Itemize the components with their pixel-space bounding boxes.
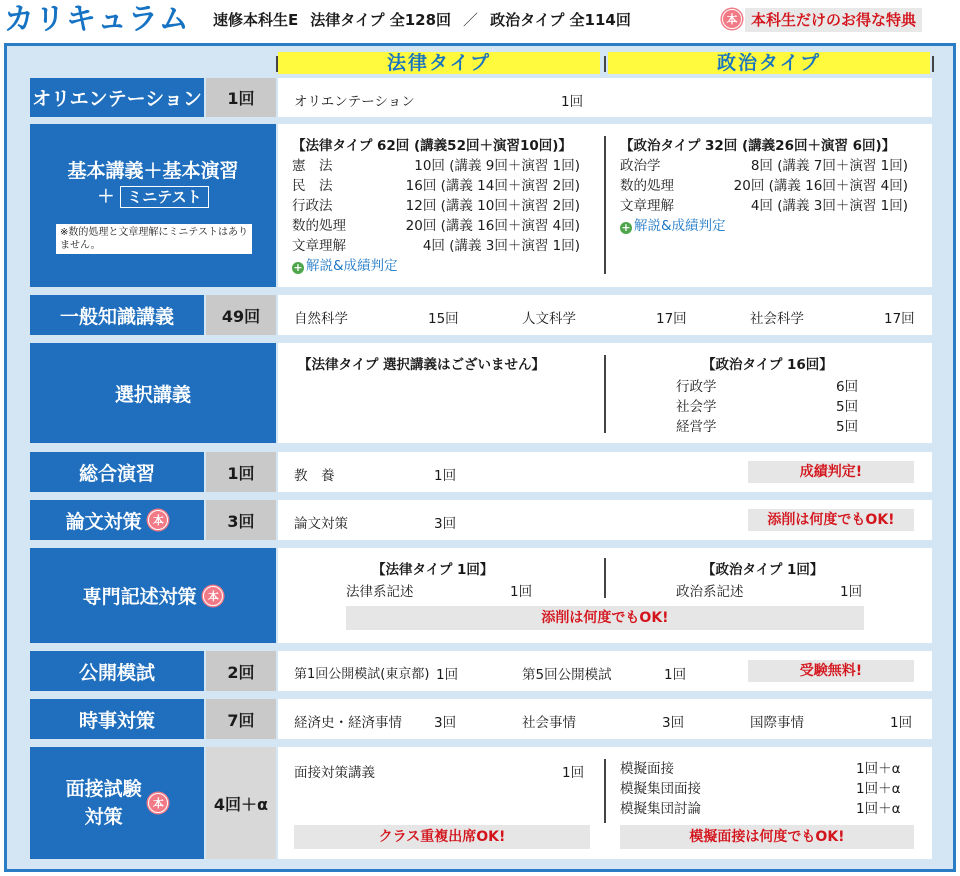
item-name: 法律系記述	[346, 584, 414, 600]
label-text: 論文対策	[65, 510, 142, 533]
item-count: 6回	[836, 379, 859, 395]
row-body	[278, 548, 932, 643]
item-name: 模擬集団討論	[620, 801, 701, 817]
column-law-type: 法律タイプ	[278, 52, 600, 74]
plus-circle-icon: +	[293, 261, 303, 274]
item-name: 第1回公開模試(東京都)	[294, 667, 430, 682]
item-name: 第5回公開模試	[522, 667, 612, 683]
item-name: 社会科学	[750, 311, 804, 327]
footer-text: 解説&成績判定	[306, 258, 398, 274]
row-count: 1回	[206, 78, 276, 117]
item-name: 模擬集団面接	[620, 781, 701, 797]
law-footer	[292, 256, 580, 276]
list-item	[620, 779, 901, 799]
course-summary	[213, 0, 643, 40]
hon-badge-icon: 本	[148, 510, 168, 530]
item-name: 経済史・経済事情	[294, 715, 402, 731]
column-divider	[604, 56, 606, 72]
row-count: 1回	[206, 452, 276, 492]
label-text	[66, 775, 142, 831]
row-label	[30, 500, 204, 540]
row-body	[278, 124, 932, 287]
item-count: 1回＋α	[856, 781, 901, 797]
list-item	[292, 156, 580, 176]
item-count: 3回	[434, 516, 457, 532]
law-heading: 【法律タイプ 62回 (講義52回＋演習10回)】	[292, 138, 572, 154]
list-item	[676, 417, 858, 437]
item-name: 論文対策	[294, 516, 348, 532]
item-count: 4回 (講義 3回＋演習 1回)	[750, 198, 908, 214]
list-item	[292, 196, 580, 216]
row-basic	[30, 124, 932, 287]
item-name: 行政法	[292, 198, 333, 214]
item-name: 行政学	[676, 379, 717, 395]
course-name: 速修本科生E	[213, 11, 299, 29]
pol-heading: 【政治タイプ 16回】	[702, 357, 833, 373]
item-count: 8回 (講義 7回＋演習 1回)	[750, 158, 908, 174]
tag-free: 受験無料!	[748, 660, 914, 682]
item-name: 民 法	[292, 178, 333, 194]
row-essay	[30, 500, 932, 540]
item-count: 1回	[890, 715, 913, 731]
list-item	[620, 759, 901, 779]
hon-badge-icon: 本	[148, 793, 168, 813]
row-count: 7回	[206, 699, 276, 739]
row-count: 49回	[206, 295, 276, 335]
item-count: 1回＋α	[856, 801, 901, 817]
item-count: 1回	[840, 584, 863, 600]
row-general	[30, 295, 932, 335]
tag-class-overlap: クラス重複出席OK!	[294, 825, 590, 849]
footer-text: 解説&成績判定	[634, 218, 726, 234]
label-line: 対策	[84, 806, 123, 828]
type-divider	[604, 355, 606, 433]
item-name: 政治系記述	[676, 584, 744, 600]
pol-heading: 【政治タイプ 32回 (講義26回＋演習 6回)】	[620, 138, 896, 154]
item-name: オリエンテーション	[294, 94, 415, 110]
row-body	[278, 500, 932, 540]
minitest-box: ミニテスト	[120, 186, 208, 208]
type-divider	[604, 759, 606, 823]
row-label: 公開模試	[30, 651, 204, 691]
item-name: 数的処理	[620, 178, 674, 194]
row-body	[278, 747, 932, 859]
list-item	[620, 196, 908, 216]
row-body	[278, 295, 932, 335]
item-count: 1回	[436, 667, 459, 683]
list-item	[676, 377, 858, 397]
row-body	[278, 343, 932, 443]
slash: ／	[463, 11, 479, 29]
tag-grade: 成績判定!	[748, 461, 914, 483]
law-heading: 【法律タイプ 選択講義はございません】	[298, 357, 546, 373]
row-label: 一般知識講義	[30, 295, 204, 335]
row-label	[30, 124, 276, 287]
row-label	[30, 747, 204, 859]
interview-list	[620, 759, 901, 819]
hon-badge-icon: 本	[203, 586, 223, 606]
pol-list	[620, 156, 908, 236]
item-count: 10回 (講義 9回＋演習 1回)	[414, 158, 580, 174]
item-count: 12回 (講義 10回＋演習 2回)	[405, 198, 580, 214]
basic-label-main: 基本講義＋基本演習	[67, 160, 239, 182]
list-item	[676, 397, 858, 417]
item-name: 文章理解	[292, 238, 346, 254]
tag-unlimited: 添削は何度でもOK!	[346, 606, 864, 630]
row-label: オリエンテーション	[30, 78, 204, 117]
item-count: 17回	[656, 311, 687, 327]
item-count: 16回 (講義 14回＋演習 2回)	[405, 178, 580, 194]
list-item	[620, 176, 908, 196]
item-count: 1回	[434, 468, 457, 484]
row-interview	[30, 747, 932, 859]
list-item	[292, 176, 580, 196]
row-elective	[30, 343, 932, 443]
hon-badge-icon: 本	[722, 9, 742, 29]
item-count: 5回	[836, 399, 859, 415]
item-count: 3回	[662, 715, 685, 731]
item-name: 面接対策講義	[294, 765, 375, 781]
row-body	[278, 78, 932, 117]
column-politics-type: 政治タイプ	[608, 52, 930, 74]
item-name: 社会事情	[522, 715, 576, 731]
basic-label-plus	[97, 184, 208, 210]
type-divider	[604, 136, 606, 274]
minitest-note: ※数的処理と文章理解にミニテストはありません。	[56, 224, 252, 254]
item-count: 1回	[510, 584, 533, 600]
item-count: 1回	[664, 667, 687, 683]
item-count: 3回	[434, 715, 457, 731]
row-mock	[30, 651, 932, 691]
law-total: 法律タイプ 全128回	[310, 11, 452, 29]
label-text: 専門記述対策	[82, 586, 197, 608]
row-label: 時事対策	[30, 699, 204, 739]
tag-mock-interview: 模擬面接は何度でもOK!	[620, 825, 914, 849]
item-name: 教 養	[294, 468, 335, 484]
column-divider	[932, 56, 934, 72]
page-title: カリキュラム	[4, 2, 190, 37]
pol-list	[676, 377, 858, 437]
item-name: 文章理解	[620, 198, 674, 214]
item-count: 15回	[428, 311, 459, 327]
plus-circle-icon: +	[621, 221, 631, 234]
list-item	[292, 236, 580, 256]
list-item	[620, 156, 908, 176]
item-count: 20回 (講義 16回＋演習 4回)	[733, 178, 908, 194]
row-label: 選択講義	[30, 343, 276, 443]
list-item	[620, 799, 901, 819]
list-item	[292, 216, 580, 236]
special-benefit-label: 本科生だけのお得な特典	[745, 8, 922, 32]
label-line: 面接試験	[65, 778, 142, 800]
pol-footer	[620, 216, 908, 236]
item-name: 社会学	[676, 399, 717, 415]
item-name: 数的処理	[292, 218, 346, 234]
item-count: 17回	[884, 311, 915, 327]
row-count: 3回	[206, 500, 276, 540]
row-label	[30, 548, 276, 643]
row-written	[30, 548, 932, 643]
pol-total: 政治タイプ 全114回	[490, 11, 631, 29]
pol-heading: 【政治タイプ 1回】	[702, 562, 824, 578]
item-name: 憲 法	[292, 158, 333, 174]
item-count: 1回＋α	[856, 761, 901, 777]
row-body	[278, 452, 932, 492]
item-count: 1回	[562, 765, 585, 781]
item-count: 1回	[561, 94, 584, 110]
row-label: 総合演習	[30, 452, 204, 492]
plus-sign: ＋	[97, 187, 115, 207]
row-body	[278, 651, 932, 691]
item-name: 人文科学	[522, 311, 576, 327]
row-body	[278, 699, 932, 739]
item-count: 20回 (講義 16回＋演習 4回)	[405, 218, 580, 234]
row-current	[30, 699, 932, 739]
item-name: 国際事情	[750, 715, 804, 731]
item-name: 経営学	[676, 419, 717, 435]
item-count: 4回 (講義 3回＋演習 1回)	[422, 238, 580, 254]
header	[0, 0, 960, 40]
row-orientation	[30, 78, 932, 117]
row-count: 4回＋α	[206, 747, 276, 859]
item-count: 5回	[836, 419, 859, 435]
row-comprehensive	[30, 452, 932, 492]
item-name: 政治学	[620, 158, 661, 174]
row-count: 2回	[206, 651, 276, 691]
item-name: 自然科学	[294, 311, 348, 327]
item-name: 模擬面接	[620, 761, 674, 777]
law-list	[292, 156, 580, 276]
tag-unlimited: 添削は何度でもOK!	[748, 509, 914, 531]
type-divider	[604, 558, 606, 598]
law-heading: 【法律タイプ 1回】	[372, 562, 494, 578]
